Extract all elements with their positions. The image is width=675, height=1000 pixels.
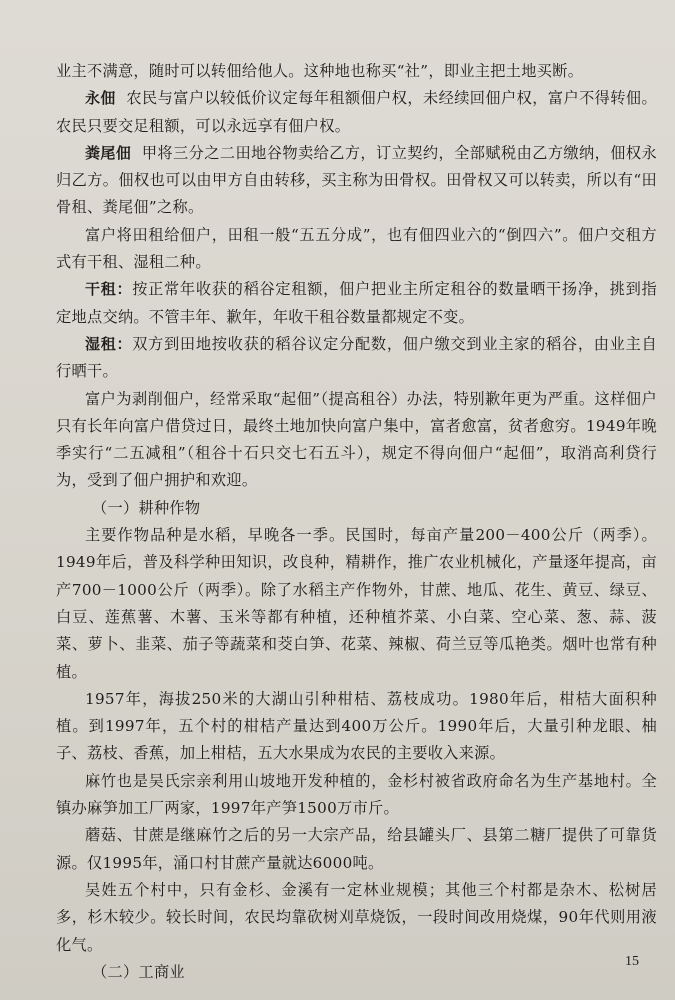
- paragraph-forestry: [56, 877, 657, 959]
- paragraph-wet-rent: [56, 331, 657, 386]
- section-heading-text: （一）耕种作物: [92, 498, 201, 517]
- paragraph-text: 蘑菇、甘蔗是继麻竹之后的另一大宗产品，给县罐头厂、县第二糖厂提供了可靠货源。仅1995年，涌口村甘蔗产量就达6000吨。: [56, 826, 657, 872]
- paragraph-rent-reduction: [56, 386, 657, 495]
- page-number: 15: [625, 954, 639, 969]
- paragraph-fenweidian: [56, 140, 657, 222]
- paragraph-fruit: [56, 686, 657, 768]
- paragraph-text: 业主不满意，随时可以转佃给他人。这种地也称买“社”，即业主把土地买断。: [56, 62, 584, 80]
- paragraph-dry-rent: [56, 276, 657, 331]
- paragraph-rent-split: [56, 222, 657, 277]
- section-heading-industry: [92, 959, 657, 986]
- paragraph-text: 按正常年收获的稻谷定租额，佃户把业主所定租谷的数量晒干扬净，挑到指定地点交纳。不管丰年、歉年，年收干租谷数量都规定不变。: [56, 280, 657, 326]
- paragraph-text: 1957年，海拔250米的大湖山引种柑桔、荔枝成功。1980年后，柑桔大面积种植。到1997年，五个村的柑桔产量达到400万公斤。1990年后，大量引种龙眼、柚子、荔枝、香蕉，加上柑桔，五大水果成为农民的主要收入来源。: [56, 689, 657, 763]
- paragraph-crops: [56, 522, 657, 686]
- paragraph-text: 甲将三分之二田地谷物卖给乙方，订立契约，全部赋税由乙方缴纳，佃权永归乙方。佃权也可以由甲方自由转移，买主称为田骨权。田骨权又可以转卖，所以有“田骨租、粪尾佃”之称。: [56, 143, 657, 217]
- term-wet-rent: 湿租：: [85, 334, 133, 353]
- paragraph-text: 吴姓五个村中，只有金杉、金溪有一定林业规模；其他三个村都是杂木、松树居多，杉木较少。较长时间，农民均靠砍树刈草烧饭，一段时间改用烧煤，90年代则用液化气。: [56, 880, 657, 954]
- term-fenweidian: 粪尾佃: [85, 143, 132, 162]
- paragraph-text: 双方到田地按收获的稻谷议定分配数，佃户缴交到业主家的稻谷，由业主自行晒干。: [56, 334, 657, 381]
- paragraph-text: 富户将田租给佃户，田租一般“五五分成”，也有佃四业六的“倒四六”。佃户交租方式有干租、湿租二种。: [56, 225, 657, 272]
- paragraph-text: 富户为剥削佃户，经常采取“起佃”（提高租谷）办法，特别歉年更为严重。这样佃户只有长年向富户借贷过日，最终土地加快向富户集中，富者愈富，贫者愈穷。1949年晚季实行“二五减租”（租谷十石只交七石五斗），规定不得向佃户“起佃”，取消高利贷行为，受到了佃户拥护和欢迎。: [56, 389, 657, 490]
- paragraph-1: [56, 58, 657, 85]
- term-yongdian: 永佃: [85, 89, 116, 108]
- section-heading-crops: [92, 495, 657, 522]
- paragraph-bamboo: [56, 768, 657, 823]
- paragraph-mushroom: [56, 822, 657, 877]
- paragraph-yongdian: [56, 85, 657, 140]
- section-heading-text: （二）工商业: [92, 962, 185, 981]
- paragraph-text: 主要作物品种是水稻，早晚各一季。民国时，每亩产量200－400公斤（两季）。1949年后，普及科学种田知识，改良种，精耕作，推广农业机械化，产量逐年提高，亩产700－1000公斤（两季）。除了水稻主产作物外，甘蔗、地瓜、花生、黄豆、绿豆、白豆、莲蕉薯、木薯、玉米等都有种植，还种植芥菜、小白菜、空心菜、葱、蒜、菠菜、萝卜、韭菜、茄子等蔬菜和茭白笋、花菜、辣椒、荷兰豆等瓜艳类。烟叶也常有种植。: [56, 526, 657, 681]
- term-dry-rent: 干租：: [85, 280, 133, 299]
- paragraph-text: 农民与富户以较低价议定每年租额佃户权，未经续回佃户权，富户不得转佃。农民只要交足租额，可以永远享有佃户权。: [56, 89, 658, 135]
- paragraph-text: 麻竹也是吴氏宗亲利用山坡地开发种植的，金杉村被省政府命名为生产基地村。全镇办麻笋加工厂两家，1997年产笋1500万市斤。: [56, 771, 657, 818]
